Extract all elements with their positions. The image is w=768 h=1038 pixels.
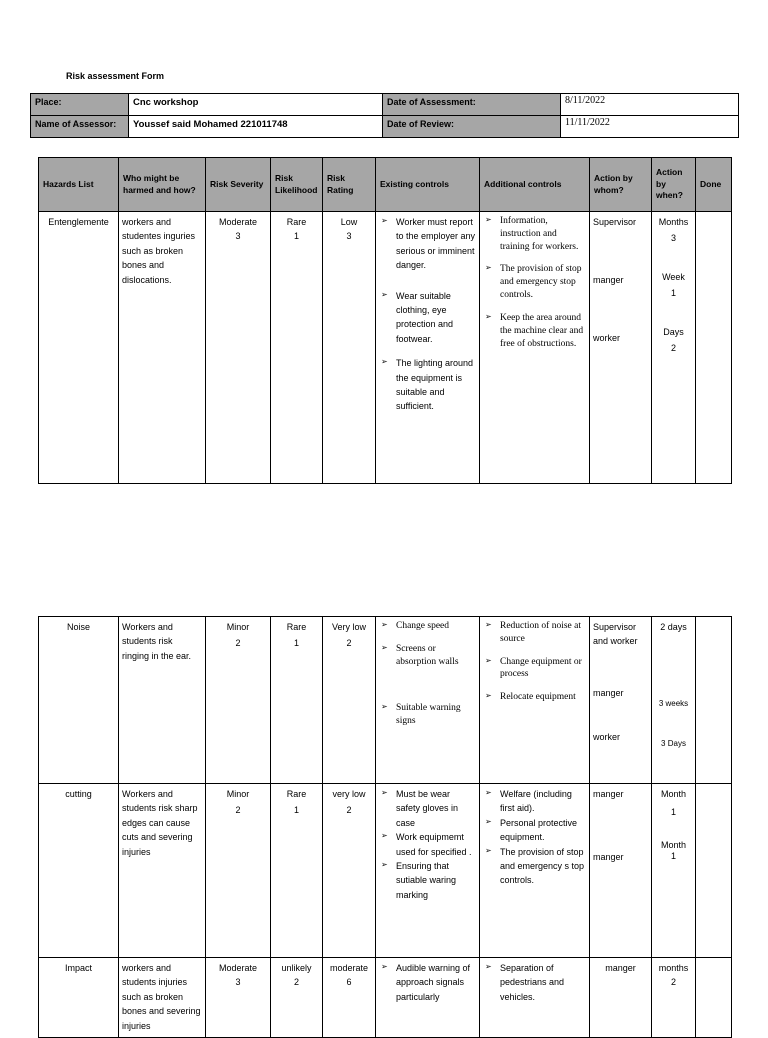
header-additional-controls: Additional controls <box>480 158 590 212</box>
rating-text: very low <box>332 789 366 799</box>
rating-cell <box>323 784 376 958</box>
date-of-review-value: 11/11/2022 <box>561 116 739 138</box>
severity-cell <box>206 617 271 784</box>
header-existing-controls: Existing controls <box>376 158 480 212</box>
additional-control-item: ➢ Information, instruction and training for workers. <box>483 215 586 253</box>
who-harmed-cell: Workers and students risk sharp edges can cause cuts and severing injuries <box>119 784 206 958</box>
action-when-cell <box>652 212 696 484</box>
likelihood-cell <box>271 617 323 784</box>
severity-number: 2 <box>235 805 241 816</box>
place-value: Cnc workshop <box>129 94 383 116</box>
severity-text: Moderate <box>218 963 258 973</box>
additional-control-item: ➢ Welfare (including first aid). <box>483 787 586 816</box>
likelihood-number: 1 <box>293 638 299 649</box>
severity-cell <box>206 212 271 484</box>
whom-entry: manger <box>593 275 624 285</box>
existing-control-item: ➢ Must be wear safety gloves in case <box>379 787 476 830</box>
rating-cell <box>323 617 376 784</box>
severity-cell <box>206 958 271 1038</box>
severity-cell <box>206 784 271 958</box>
severity-text: Minor <box>226 622 250 632</box>
header-action-by-when: Action by when? <box>652 158 696 212</box>
when-entry: 1 <box>670 288 676 299</box>
assessment-info-table <box>30 93 739 138</box>
header-risk-likelihood: Risk Likelihood <box>271 158 323 212</box>
likelihood-number: 1 <box>293 231 299 242</box>
when-entry: 2 days <box>660 622 687 632</box>
when-entry: Week <box>662 271 685 282</box>
header-risk-severity: Risk Severity <box>206 158 271 212</box>
existing-controls-cell <box>376 617 480 784</box>
done-cell <box>696 617 732 784</box>
hazard-cell: Entenglemente <box>39 212 119 484</box>
whom-entry: manger <box>605 963 636 973</box>
existing-control-item: ➢ Audible warning of approach signals particularly <box>379 961 476 1004</box>
severity-number: 3 <box>235 977 241 988</box>
additional-control-item: ➢ Personal protective equipment. <box>483 816 586 845</box>
rating-text: moderate <box>329 963 369 973</box>
whom-entry: manger <box>593 688 624 698</box>
existing-control-item: ➢ Change speed <box>379 620 476 633</box>
likelihood-cell <box>271 212 323 484</box>
rating-number: 6 <box>346 977 352 988</box>
when-entry: 3 Days <box>661 739 686 748</box>
additional-control-item: ➢ The provision of stop and emergency s top controls. <box>483 845 586 888</box>
table-row <box>39 212 732 484</box>
date-of-review-label: Date of Review: <box>383 116 561 138</box>
severity-text: Minor <box>226 789 250 799</box>
table-header-row <box>39 158 732 212</box>
additional-control-item: ➢ Reduction of noise at source <box>483 620 586 646</box>
existing-control-item: ➢ Ensuring that sutiable waring marking <box>379 859 476 902</box>
whom-entry: Supervisor and worker <box>593 622 638 647</box>
existing-controls-cell <box>376 212 480 484</box>
table-row <box>39 958 732 1038</box>
action-when-cell <box>652 784 696 958</box>
done-cell <box>696 212 732 484</box>
existing-control-item: ➢ Screens or absorption walls <box>379 643 476 669</box>
whom-entry: manger <box>593 852 624 862</box>
who-harmed-cell: workers and students injuries such as broken bones and severing injuries <box>119 958 206 1038</box>
when-entry: 3 weeks <box>658 699 689 708</box>
done-cell <box>696 958 732 1038</box>
when-entry: Days <box>663 326 684 337</box>
likelihood-text: Rare <box>286 217 307 227</box>
date-of-assessment-label: Date of Assessment: <box>383 94 561 116</box>
whom-entry: manger <box>593 789 624 799</box>
hazard-cell: cutting <box>39 784 119 958</box>
additional-controls-cell <box>480 617 590 784</box>
likelihood-number: 2 <box>293 977 299 988</box>
form-title: Risk assessment Form <box>66 71 165 81</box>
done-cell <box>696 784 732 958</box>
whom-entry: worker <box>593 732 621 742</box>
action-whom-cell <box>590 617 652 784</box>
additional-controls-cell <box>480 212 590 484</box>
who-harmed-cell: workers and studentes inguries such as broken bones and dislocations. <box>119 212 206 484</box>
severity-number: 3 <box>235 231 241 242</box>
whom-entry: worker <box>593 333 621 343</box>
header-risk-rating: Risk Rating <box>323 158 376 212</box>
additional-control-item: ➢ Relocate equipment <box>483 691 586 704</box>
when-entry: Months <box>658 217 689 227</box>
when-entry: 3 <box>670 233 676 244</box>
likelihood-number: 1 <box>293 805 299 816</box>
additional-controls-cell <box>480 958 590 1038</box>
header-hazards: Hazards List <box>39 158 119 212</box>
additional-control-item: ➢ Keep the area around the machine clear and free of obstructions. <box>483 312 586 350</box>
additional-controls-cell <box>480 784 590 958</box>
rating-cell <box>323 958 376 1038</box>
whom-entry: Supervisor <box>593 217 637 227</box>
place-label: Place: <box>31 94 129 116</box>
existing-control-item: ➢ Worker must report to the employer any serious or imminent danger. <box>379 215 476 273</box>
action-whom-cell <box>590 212 652 484</box>
when-entry: months <box>658 963 689 973</box>
when-entry: Month <box>660 839 686 850</box>
additional-control-item: ➢ Separation of pedestrians and vehicles. <box>483 961 586 1004</box>
existing-controls-cell <box>376 958 480 1038</box>
when-entry: 1 <box>670 807 676 818</box>
risk-table-part-1 <box>38 157 732 484</box>
rating-cell <box>323 212 376 484</box>
existing-control-item: ➢ The lighting around the equipment is suitable and sufficient. <box>379 356 476 414</box>
when-entry: 2 <box>670 342 676 353</box>
when-entry: Month <box>660 789 686 799</box>
date-of-assessment-value: 8/11/2022 <box>561 94 739 116</box>
additional-control-item: ➢ The provision of stop and emergency stop controls. <box>483 263 586 301</box>
assessor-label: Name of Assessor: <box>31 116 129 138</box>
rating-number: 2 <box>346 638 352 649</box>
rating-text: Very low <box>331 622 366 632</box>
existing-controls-cell <box>376 784 480 958</box>
when-entry: 2 <box>670 977 676 988</box>
action-whom-cell <box>590 784 652 958</box>
likelihood-cell <box>271 958 323 1038</box>
who-harmed-cell: Workers and students risk ringing in the ear. <box>119 617 206 784</box>
likelihood-text: unlikely <box>281 963 312 973</box>
existing-control-item: ➢ Work equipmemt used for specified . <box>379 830 476 859</box>
additional-control-item: ➢ Change equipment or process <box>483 656 586 682</box>
table-row <box>39 617 732 784</box>
rating-number: 3 <box>346 231 352 242</box>
assessor-value: Youssef said Mohamed 221011748 <box>129 116 383 138</box>
severity-text: Moderate <box>218 217 258 227</box>
action-when-cell <box>652 617 696 784</box>
severity-number: 2 <box>235 638 241 649</box>
action-when-cell <box>652 958 696 1038</box>
header-action-by-whom: Action by whom? <box>590 158 652 212</box>
existing-control-item: ➢ Wear suitable clothing, eye protection and footwear. <box>379 289 476 347</box>
risk-table-part-2 <box>38 616 732 1038</box>
when-entry: 1 <box>670 851 676 862</box>
header-who-harmed: Who might be harmed and how? <box>119 158 206 212</box>
likelihood-cell <box>271 784 323 958</box>
rating-number: 2 <box>346 805 352 816</box>
existing-control-item: ➢ Suitable warning signs <box>379 702 476 728</box>
table-row <box>39 784 732 958</box>
likelihood-text: Rare <box>286 789 307 799</box>
action-whom-cell <box>590 958 652 1038</box>
likelihood-text: Rare <box>286 622 307 632</box>
rating-text: Low <box>340 217 358 227</box>
hazard-cell: Noise <box>39 617 119 784</box>
hazard-cell: Impact <box>39 958 119 1038</box>
header-done: Done <box>696 158 732 212</box>
